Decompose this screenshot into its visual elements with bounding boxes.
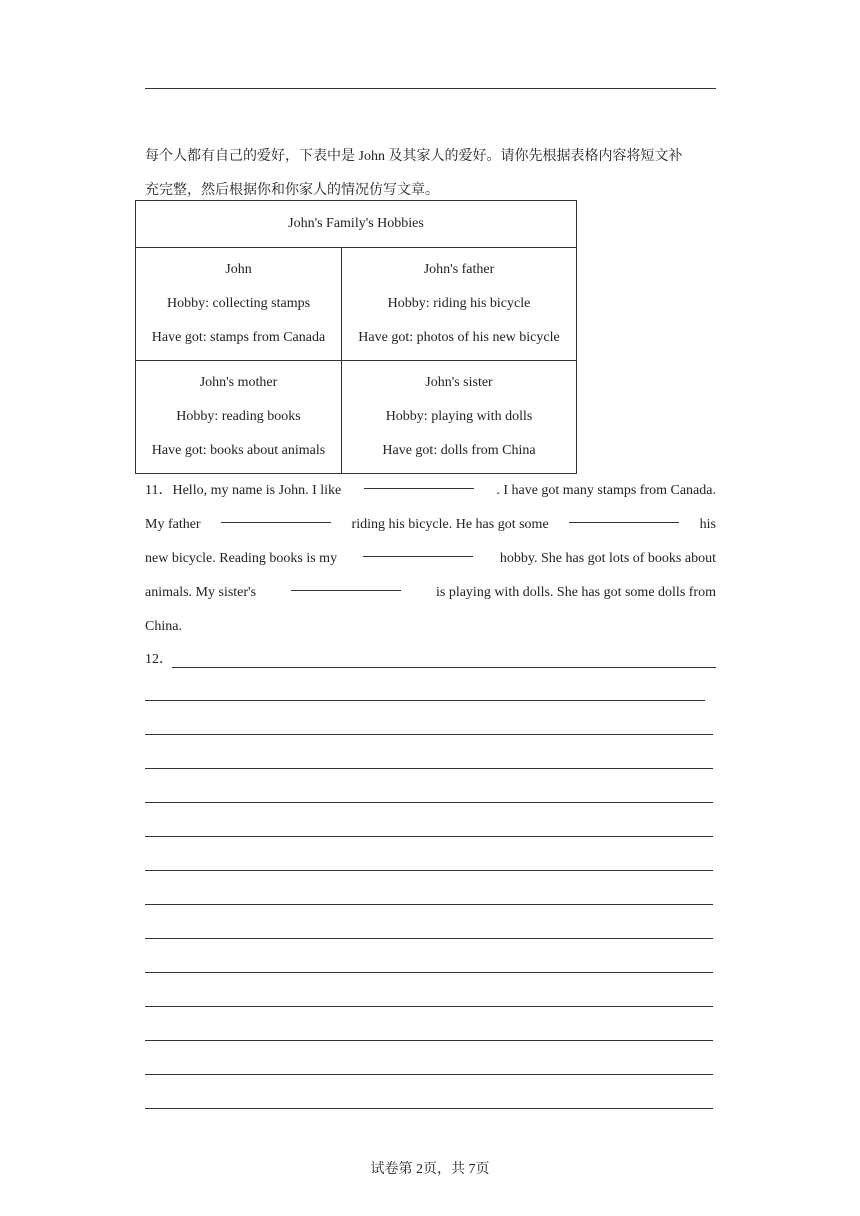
answer-blank-4[interactable] bbox=[363, 542, 473, 557]
passage-text: hobby. She has got lots of books about bbox=[499, 551, 716, 566]
table-cell-father bbox=[342, 248, 577, 361]
question-11 bbox=[145, 474, 716, 644]
writing-line[interactable] bbox=[145, 1108, 713, 1109]
passage-text: his bbox=[699, 517, 716, 532]
writing-line[interactable] bbox=[145, 768, 713, 769]
hobbies-table bbox=[135, 200, 577, 474]
cell-have-got: Have got: dolls from China bbox=[382, 443, 536, 458]
writing-line[interactable] bbox=[145, 1006, 713, 1007]
passage-text: riding his bicycle. He has got some bbox=[351, 517, 549, 532]
page-footer: 试卷第 2页，共 7页 bbox=[370, 1162, 490, 1177]
writing-line[interactable] bbox=[172, 667, 716, 668]
table-title: John's Family's Hobbies bbox=[136, 201, 577, 248]
cell-hobby: Hobby: reading books bbox=[176, 409, 301, 424]
passage-line-4 bbox=[145, 576, 716, 610]
cell-person: John's mother bbox=[199, 375, 278, 390]
cell-have-got: Have got: stamps from Canada bbox=[151, 330, 326, 345]
header-rule bbox=[145, 88, 716, 89]
cell-have-got: Have got: photos of his new bicycle bbox=[358, 330, 560, 345]
cell-person: John bbox=[225, 262, 252, 277]
question-12-number: 12． bbox=[145, 652, 173, 667]
writing-line[interactable] bbox=[145, 972, 713, 973]
writing-line[interactable] bbox=[145, 802, 713, 803]
answer-blank-5[interactable] bbox=[291, 576, 401, 591]
cell-hobby: Hobby: playing with dolls bbox=[385, 409, 533, 424]
instructions bbox=[145, 140, 720, 208]
table-cell-sister bbox=[342, 361, 577, 474]
writing-line[interactable] bbox=[145, 836, 713, 837]
cell-hobby: Hobby: collecting stamps bbox=[166, 296, 311, 311]
table-cell-mother bbox=[136, 361, 342, 474]
instructions-line-1: 每个人都有自己的爱好，下表中是 John 及其家人的爱好。请你先根据表格内容将短文补 bbox=[145, 149, 683, 164]
passage-line-1 bbox=[145, 474, 716, 508]
passage-text: new bicycle. Reading books is my bbox=[145, 551, 338, 566]
passage-text: is playing with dolls. She has got some dolls from bbox=[435, 585, 716, 600]
instructions-line-2: 充完整，然后根据你和你家人的情况仿写文章。 bbox=[145, 183, 439, 198]
answer-blank-2[interactable] bbox=[221, 508, 331, 523]
passage-line-2 bbox=[145, 508, 716, 542]
passage-text: China. bbox=[145, 619, 182, 634]
passage-text: My father bbox=[145, 517, 201, 532]
question-number: 11． bbox=[145, 483, 173, 498]
cell-hobby: Hobby: riding his bicycle bbox=[387, 296, 531, 311]
writing-line[interactable] bbox=[145, 870, 713, 871]
answer-blank-3[interactable] bbox=[569, 508, 679, 523]
writing-line[interactable] bbox=[145, 1074, 713, 1075]
passage-text: . I have got many stamps from Canada. bbox=[496, 483, 716, 498]
cell-person: John's sister bbox=[425, 375, 493, 390]
writing-line[interactable] bbox=[145, 1040, 713, 1041]
cell-person: John's father bbox=[423, 262, 495, 277]
passage-line-5 bbox=[145, 610, 716, 644]
passage-text: Hello, my name is John. I like bbox=[172, 483, 342, 498]
answer-blank-1[interactable] bbox=[364, 474, 474, 489]
writing-line[interactable] bbox=[145, 938, 713, 939]
passage-text: animals. My sister's bbox=[145, 585, 257, 600]
passage-line-3 bbox=[145, 542, 716, 576]
writing-line[interactable] bbox=[145, 700, 705, 701]
writing-line[interactable] bbox=[145, 734, 713, 735]
cell-have-got: Have got: books about animals bbox=[151, 443, 326, 458]
table-cell-john bbox=[136, 248, 342, 361]
writing-line[interactable] bbox=[145, 904, 713, 905]
